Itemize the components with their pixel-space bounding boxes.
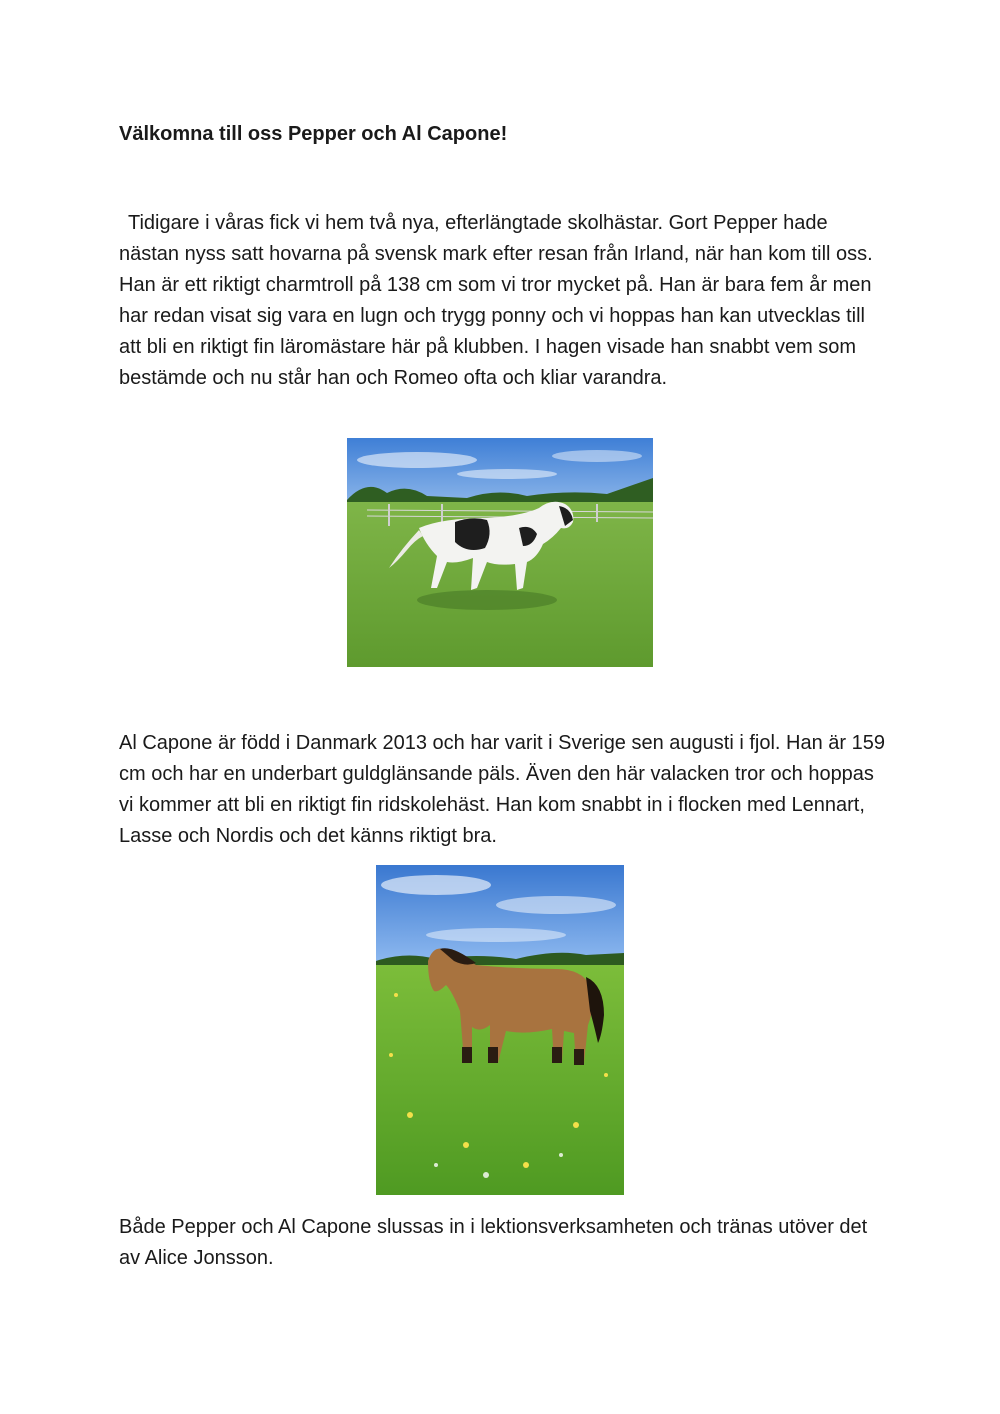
photo-al-capone-horse [376, 865, 624, 1195]
page-title: Välkomna till oss Pepper och Al Capone! [119, 123, 508, 145]
paragraph-al-capone: Al Capone är född i Danmark 2013 och har varit i Sverige sen augusti i fjol. Han är 159 cm och har en underbart guldglänsande päls. Även den här valacken tror och hoppas vi kommer att bli en riktigt fin ridskolehäst. Han kom snabbt in i flocken med Lennart, Lasse och Nordis och det känns riktigt bra. [119, 732, 885, 847]
photo-pepper-horse [347, 438, 653, 667]
paragraph-closing: Både Pepper och Al Capone slussas in i lektionsverksamheten och tränas utöver det av Alice Jonsson. [119, 1216, 868, 1269]
paragraph-pepper: Tidigare i våras fick vi hem två nya, efterlängtade skolhästar. Gort Pepper hade nästan nyss satt hovarna på svensk mark efter resan från Irland, när han kom till oss. Han är ett riktigt charmtroll på 138 cm som vi tror mycket på. Han är bara fem år men har redan visat sig vara en lugn och trygg ponny och vi hoppas han kan utvecklas till att bli en riktigt fin läromästare här på klubben. I hagen visade han snabbt vem som bestämde och nu står han och Romeo ofta och kliar varandra. [119, 212, 873, 389]
